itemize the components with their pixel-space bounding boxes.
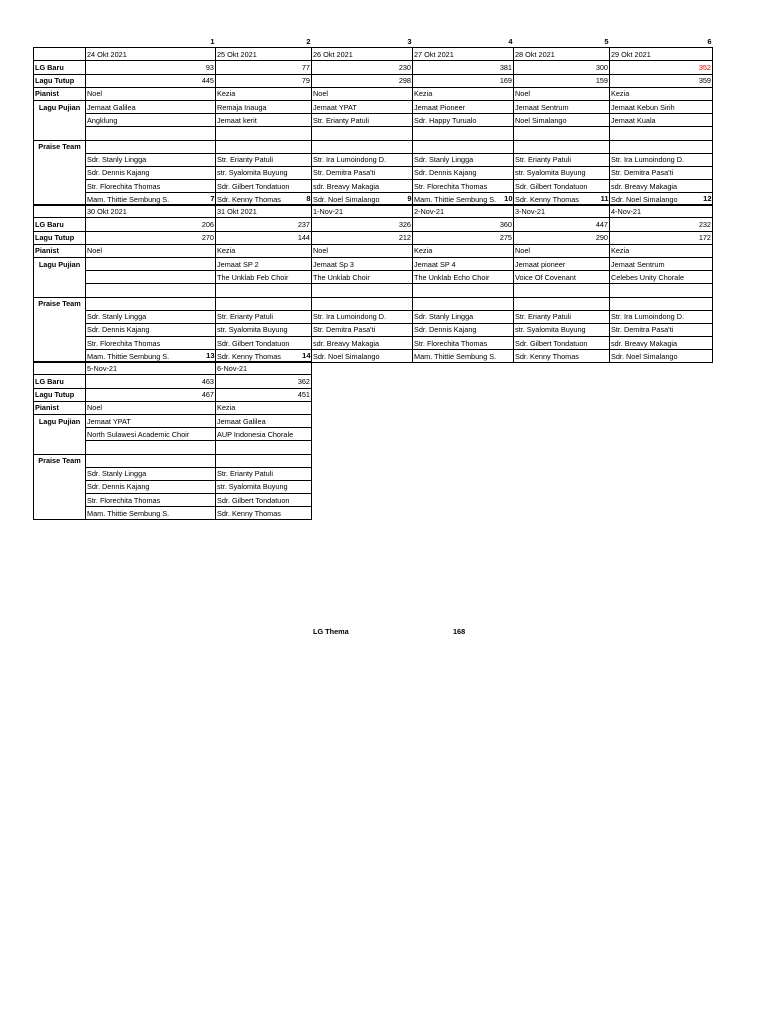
praise-team-member: Sdr. Dennis Kajang — [413, 323, 514, 336]
lg-baru-row — [34, 375, 312, 388]
lg-baru-value: 206 — [86, 218, 216, 231]
lagu-tutup-value: 270 — [86, 231, 216, 244]
lagu-pujian-entry: Remaja Inauga — [216, 100, 312, 113]
pianist-name: Kezia — [216, 87, 312, 100]
praise-team-member: Str. Demitra Pasa'ti — [312, 166, 413, 179]
lagu-tutup-value: 144 — [216, 231, 312, 244]
praise-team-member: sdr. Breavy Makagia — [610, 180, 713, 193]
blank-cell — [312, 284, 413, 297]
lg-baru-value: 300 — [514, 61, 610, 74]
blank-cell — [413, 140, 514, 153]
lg-thema-value: 168 — [453, 627, 466, 636]
blank-cell — [34, 323, 86, 336]
praise-team-member: Str. Erianty Patuli — [216, 310, 312, 323]
lagu-pujian-entry: Jemaat Pioneer — [413, 100, 514, 113]
praise-team-member: Str. Ira Lumoindong D. — [312, 310, 413, 323]
index-row — [34, 349, 312, 362]
date-row — [34, 48, 713, 61]
praise-team-member: Sdr. Kenny Thomas — [514, 193, 610, 206]
praise-team-member: Str. Erianty Patuli — [216, 153, 312, 166]
pianist-name: Kezia — [610, 87, 713, 100]
blank-cell — [34, 362, 86, 375]
blank-cell — [34, 180, 86, 193]
pianist-row — [34, 401, 312, 414]
praise-team-member: sdr. Breavy Makagia — [312, 180, 413, 193]
praise-team-member: Sdr. Gilbert Tondatuon — [514, 337, 610, 350]
row-label-lagu-tutup: Lagu Tutup — [34, 231, 86, 244]
praise-team-member: Sdr. Stanly Lingga — [86, 310, 216, 323]
pianist-name: Noel — [86, 244, 216, 257]
lagu-tutup-row — [34, 231, 713, 244]
pianist-name: Noel — [312, 87, 413, 100]
pianist-row — [34, 87, 713, 100]
praise-team-member: Sdr. Kenny Thomas — [216, 507, 312, 520]
blank-cell — [34, 467, 86, 480]
blank-cell — [312, 127, 413, 140]
blank-cell — [34, 271, 86, 284]
praise-team-member: Sdr. Kenny Thomas — [216, 193, 312, 206]
praise-team-member: Str. Erianty Patuli — [514, 153, 610, 166]
lagu-tutup-value: 298 — [312, 74, 413, 87]
row-label-praise-team: Praise Team — [34, 140, 86, 153]
date-cell: 6-Nov-21 — [216, 362, 312, 375]
lagu-pujian-entry: Jemaat Kuala — [610, 114, 713, 127]
row-label-lagu-pujian: Lagu Pujian — [34, 414, 86, 427]
lg-baru-value: 360 — [413, 218, 514, 231]
day-index: 5 — [604, 36, 609, 46]
lagu-pujian-entry: The Unklab Choir — [312, 271, 413, 284]
row-label-lagu-pujian: Lagu Pujian — [34, 257, 86, 270]
praise-team-row — [34, 467, 312, 480]
lagu-tutup-value: 172 — [610, 231, 713, 244]
lg-baru-value: 463 — [86, 375, 216, 388]
lagu-pujian-entry: Jemaat Sp 3 — [312, 257, 413, 270]
lagu-tutup-value: 275 — [413, 231, 514, 244]
praise-team-member: Str. Florechita Thomas — [86, 337, 216, 350]
blank-cell — [216, 127, 312, 140]
praise-team-row — [34, 454, 312, 467]
praise-team-member: Sdr. Noel Simalango — [312, 350, 413, 363]
lagu-pujian-entry: Jemaat Sentrum — [610, 257, 713, 270]
praise-team-member: Str. Florechita Thomas — [86, 494, 216, 507]
lagu-pujian-entry: Jemaat SP 4 — [413, 257, 514, 270]
praise-team-row — [34, 494, 312, 507]
praise-team-member: Sdr. Stanly Lingga — [413, 310, 514, 323]
lagu-pujian-entry: AUP Indonesia Chorale — [216, 428, 312, 441]
praise-team-member: Str. Erianty Patuli — [514, 310, 610, 323]
blank-cell — [86, 454, 216, 467]
lagu-pujian-entry: Jemaat YPAT — [86, 414, 216, 427]
row-label-lagu-tutup: Lagu Tutup — [34, 388, 86, 401]
praise-team-member: Str. Ira Lumoindong D. — [610, 310, 713, 323]
row-label-lg-baru: LG Baru — [34, 375, 86, 388]
praise-team-row — [34, 507, 312, 520]
lagu-pujian-entry: Voice Of Covenant — [514, 271, 610, 284]
blank-cell — [413, 284, 514, 297]
lagu-tutup-value: 445 — [86, 74, 216, 87]
row-label-lg-baru: LG Baru — [34, 218, 86, 231]
blank-cell — [610, 297, 713, 310]
lagu-pujian-row — [34, 414, 312, 427]
index-row — [34, 35, 713, 48]
date-cell: 2-Nov-21 — [413, 205, 514, 218]
blank-cell — [216, 284, 312, 297]
blank-cell — [34, 153, 86, 166]
pianist-name: Noel — [514, 87, 610, 100]
row-label-pianist: Pianist — [34, 401, 86, 414]
row-label-praise-team: Praise Team — [34, 297, 86, 310]
lagu-pujian-row — [34, 127, 713, 140]
praise-team-member: sdr. Breavy Makagia — [610, 337, 713, 350]
lg-baru-value: 381 — [413, 61, 514, 74]
lagu-pujian-entry: Jemaat YPAT — [312, 100, 413, 113]
blank-cell — [34, 337, 86, 350]
blank-cell — [86, 140, 216, 153]
praise-team-member: Sdr. Dennis Kajang — [86, 166, 216, 179]
pianist-name: Kezia — [413, 87, 514, 100]
praise-team-member: Sdr. Gilbert Tondatuon — [216, 337, 312, 350]
row-label-praise-team: Praise Team — [34, 454, 86, 467]
lg-baru-value: 326 — [312, 218, 413, 231]
blank-cell — [86, 127, 216, 140]
blank-cell — [610, 140, 713, 153]
day-index: 10 — [504, 193, 513, 203]
praise-team-member: Sdr. Stanly Lingga — [86, 153, 216, 166]
blank-cell — [86, 441, 216, 454]
row-label-lagu-pujian: Lagu Pujian — [34, 100, 86, 113]
lg-baru-value: 232 — [610, 218, 713, 231]
blank-cell — [216, 140, 312, 153]
pianist-name: Noel — [312, 244, 413, 257]
date-cell: 5-Nov-21 — [86, 362, 216, 375]
praise-team-member: Str. Florechita Thomas — [413, 337, 514, 350]
day-index: 1 — [210, 36, 215, 46]
lagu-tutup-value: 359 — [610, 74, 713, 87]
day-index: 9 — [407, 193, 412, 203]
lagu-tutup-value: 159 — [514, 74, 610, 87]
praise-team-member: Mam. Thittie Sembung S. — [86, 193, 216, 206]
praise-team-member: Sdr. Noel Simalango — [312, 193, 413, 206]
praise-team-member: Sdr. Noel Simalango — [610, 193, 713, 206]
lg-baru-row — [34, 61, 713, 74]
blank-cell — [34, 114, 86, 127]
lg-baru-value: 362 — [216, 375, 312, 388]
date-cell: 28 Okt 2021 — [514, 48, 610, 61]
praise-team-row — [34, 297, 713, 310]
lagu-tutup-value: 451 — [216, 388, 312, 401]
date-cell: 30 Okt 2021 — [86, 205, 216, 218]
row-label-pianist: Pianist — [34, 87, 86, 100]
lagu-pujian-row — [34, 257, 713, 270]
blank-cell — [34, 284, 86, 297]
praise-team-member: str. Syalomita Buyung — [216, 166, 312, 179]
praise-team-member: Mam. Thittie Sembung S. — [413, 350, 514, 363]
praise-team-member: Sdr. Gilbert Tondatuon — [216, 180, 312, 193]
schedule-table-week-1 — [33, 35, 713, 206]
pianist-name: Noel — [86, 401, 216, 414]
day-index: 2 — [306, 36, 311, 46]
lagu-pujian-row — [34, 114, 713, 127]
lagu-pujian-entry: Jemaat pioneer — [514, 257, 610, 270]
lagu-pujian-entry — [86, 271, 216, 284]
date-cell: 4-Nov-21 — [610, 205, 713, 218]
lagu-pujian-row — [34, 100, 713, 113]
praise-team-member: Sdr. Gilbert Tondatuon — [514, 180, 610, 193]
lg-baru-value: 352 — [610, 61, 713, 74]
praise-team-row — [34, 166, 713, 179]
lagu-pujian-entry: Angklung — [86, 114, 216, 127]
pianist-row — [34, 244, 713, 257]
blank-cell — [86, 297, 216, 310]
blank-cell — [413, 127, 514, 140]
lg-thema-label: LG Thema — [313, 627, 349, 636]
pianist-name: Noel — [514, 244, 610, 257]
blank-cell — [610, 127, 713, 140]
lagu-tutup-row — [34, 74, 713, 87]
row-label-pianist: Pianist — [34, 244, 86, 257]
lg-baru-value: 447 — [514, 218, 610, 231]
praise-team-row — [34, 153, 713, 166]
blank-cell — [610, 284, 713, 297]
blank-cell — [34, 428, 86, 441]
lagu-tutup-row — [34, 388, 312, 401]
blank-cell — [514, 284, 610, 297]
day-index: 7 — [210, 193, 215, 203]
day-index: 13 — [206, 350, 215, 360]
lg-baru-value: 93 — [86, 61, 216, 74]
day-index: 4 — [508, 36, 513, 46]
praise-team-member: Str. Erianty Patuli — [216, 467, 312, 480]
praise-team-member: Str. Ira Lumoindong D. — [610, 153, 713, 166]
date-cell: 24 Okt 2021 — [86, 48, 216, 61]
lagu-pujian-entry: Sdr. Happy Turualo — [413, 114, 514, 127]
blank-cell — [34, 310, 86, 323]
day-index: 6 — [707, 36, 712, 46]
praise-team-member: Sdr. Dennis Kajang — [86, 480, 216, 493]
praise-team-row — [34, 323, 713, 336]
blank-cell — [86, 284, 216, 297]
lagu-pujian-entry: Celebes Unity Chorale — [610, 271, 713, 284]
lagu-pujian-entry: The Unklab Feb Choir — [216, 271, 312, 284]
praise-team-member: Sdr. Kenny Thomas — [216, 350, 312, 363]
date-cell: 3-Nov-21 — [514, 205, 610, 218]
date-cell: 27 Okt 2021 — [413, 48, 514, 61]
blank-cell — [34, 48, 86, 61]
lagu-pujian-entry: The Unklab Echo Choir — [413, 271, 514, 284]
praise-team-row — [34, 140, 713, 153]
praise-team-member: str. Syalomita Buyung — [216, 323, 312, 336]
blank-cell — [514, 140, 610, 153]
blank-cell — [413, 297, 514, 310]
day-index: 11 — [600, 193, 609, 203]
blank-cell — [34, 441, 86, 454]
praise-team-row — [34, 480, 312, 493]
blank-cell — [34, 127, 86, 140]
date-cell: 25 Okt 2021 — [216, 48, 312, 61]
praise-team-member: Str. Demitra Pasa'ti — [610, 166, 713, 179]
schedule-table-week-2 — [33, 192, 713, 363]
lagu-pujian-entry: Jemaat Galilea — [86, 100, 216, 113]
lagu-pujian-row — [34, 284, 713, 297]
day-index: 8 — [306, 193, 311, 203]
blank-cell — [216, 297, 312, 310]
praise-team-member: Mam. Thittie Sembung S. — [413, 193, 514, 206]
lg-baru-value: 237 — [216, 218, 312, 231]
day-index: 12 — [703, 193, 712, 203]
blank-cell — [34, 205, 86, 218]
blank-cell — [312, 297, 413, 310]
praise-team-member: Mam. Thittie Sembung S. — [86, 507, 216, 520]
day-index: 14 — [302, 350, 311, 360]
lagu-pujian-entry: Noel Simalango — [514, 114, 610, 127]
praise-team-member: Sdr. Stanly Lingga — [86, 467, 216, 480]
lagu-pujian-row — [34, 441, 312, 454]
date-cell: 1-Nov-21 — [312, 205, 413, 218]
praise-team-member: Str. Florechita Thomas — [86, 180, 216, 193]
blank-cell — [216, 441, 312, 454]
pianist-name: Kezia — [216, 401, 312, 414]
pianist-name: Kezia — [610, 244, 713, 257]
lagu-pujian-entry: Str. Erianty Patuli — [312, 114, 413, 127]
blank-cell — [34, 35, 86, 48]
date-row — [34, 362, 312, 375]
lagu-pujian-entry: Jemaat kerit — [216, 114, 312, 127]
praise-team-member: Str. Demitra Pasa'ti — [312, 323, 413, 336]
blank-cell — [34, 507, 86, 520]
pianist-name: Kezia — [413, 244, 514, 257]
lagu-pujian-entry: Jemaat Galilea — [216, 414, 312, 427]
praise-team-row — [34, 180, 713, 193]
lagu-pujian-entry: North Sulawesi Academic Choir — [86, 428, 216, 441]
schedule-table-week-3 — [33, 349, 312, 520]
blank-cell — [34, 192, 86, 205]
day-index: 3 — [407, 36, 412, 46]
lg-baru-value: 77 — [216, 61, 312, 74]
blank-cell — [514, 127, 610, 140]
lagu-tutup-value: 467 — [86, 388, 216, 401]
date-cell: 31 Okt 2021 — [216, 205, 312, 218]
praise-team-row — [34, 310, 713, 323]
praise-team-member: str. Syalomita Buyung — [216, 480, 312, 493]
lagu-tutup-value: 79 — [216, 74, 312, 87]
lg-baru-row — [34, 218, 713, 231]
praise-team-member: sdr. Breavy Makagia — [312, 337, 413, 350]
blank-cell — [34, 349, 86, 362]
blank-cell — [216, 454, 312, 467]
praise-team-member: Sdr. Gilbert Tondatuon — [216, 494, 312, 507]
lagu-pujian-entry: Jemaat Sentrum — [514, 100, 610, 113]
pianist-name: Noel — [86, 87, 216, 100]
praise-team-member: Sdr. Noel Simalango — [610, 350, 713, 363]
blank-cell — [34, 166, 86, 179]
lagu-tutup-value: 290 — [514, 231, 610, 244]
lagu-tutup-value: 169 — [413, 74, 514, 87]
lg-baru-value: 230 — [312, 61, 413, 74]
blank-cell — [312, 140, 413, 153]
blank-cell — [34, 480, 86, 493]
lagu-tutup-value: 212 — [312, 231, 413, 244]
date-cell: 26 Okt 2021 — [312, 48, 413, 61]
row-label-lagu-tutup: Lagu Tutup — [34, 74, 86, 87]
date-cell: 29 Okt 2021 — [610, 48, 713, 61]
praise-team-row — [34, 337, 713, 350]
praise-team-member: Sdr. Kenny Thomas — [514, 350, 610, 363]
lagu-pujian-entry: Jemaat Kebun Sirih — [610, 100, 713, 113]
praise-team-member: str. Syalomita Buyung — [514, 166, 610, 179]
lagu-pujian-entry — [86, 257, 216, 270]
praise-team-member: Str. Florechita Thomas — [413, 180, 514, 193]
date-row — [34, 205, 713, 218]
lagu-pujian-row — [34, 271, 713, 284]
praise-team-member: Mam. Thittie Sembung S. — [86, 350, 216, 363]
pianist-name: Kezia — [216, 244, 312, 257]
row-label-lg-baru: LG Baru — [34, 61, 86, 74]
praise-team-member: str. Syalomita Buyung — [514, 323, 610, 336]
praise-team-member: Sdr. Stanly Lingga — [413, 153, 514, 166]
praise-team-member: Sdr. Dennis Kajang — [86, 323, 216, 336]
blank-cell — [514, 297, 610, 310]
praise-team-member: Str. Demitra Pasa'ti — [610, 323, 713, 336]
lagu-pujian-row — [34, 428, 312, 441]
index-row — [34, 192, 713, 205]
blank-cell — [34, 494, 86, 507]
lagu-pujian-entry: Jemaat SP 2 — [216, 257, 312, 270]
praise-team-member: Sdr. Dennis Kajang — [413, 166, 514, 179]
praise-team-member: Str. Ira Lumoindong D. — [312, 153, 413, 166]
